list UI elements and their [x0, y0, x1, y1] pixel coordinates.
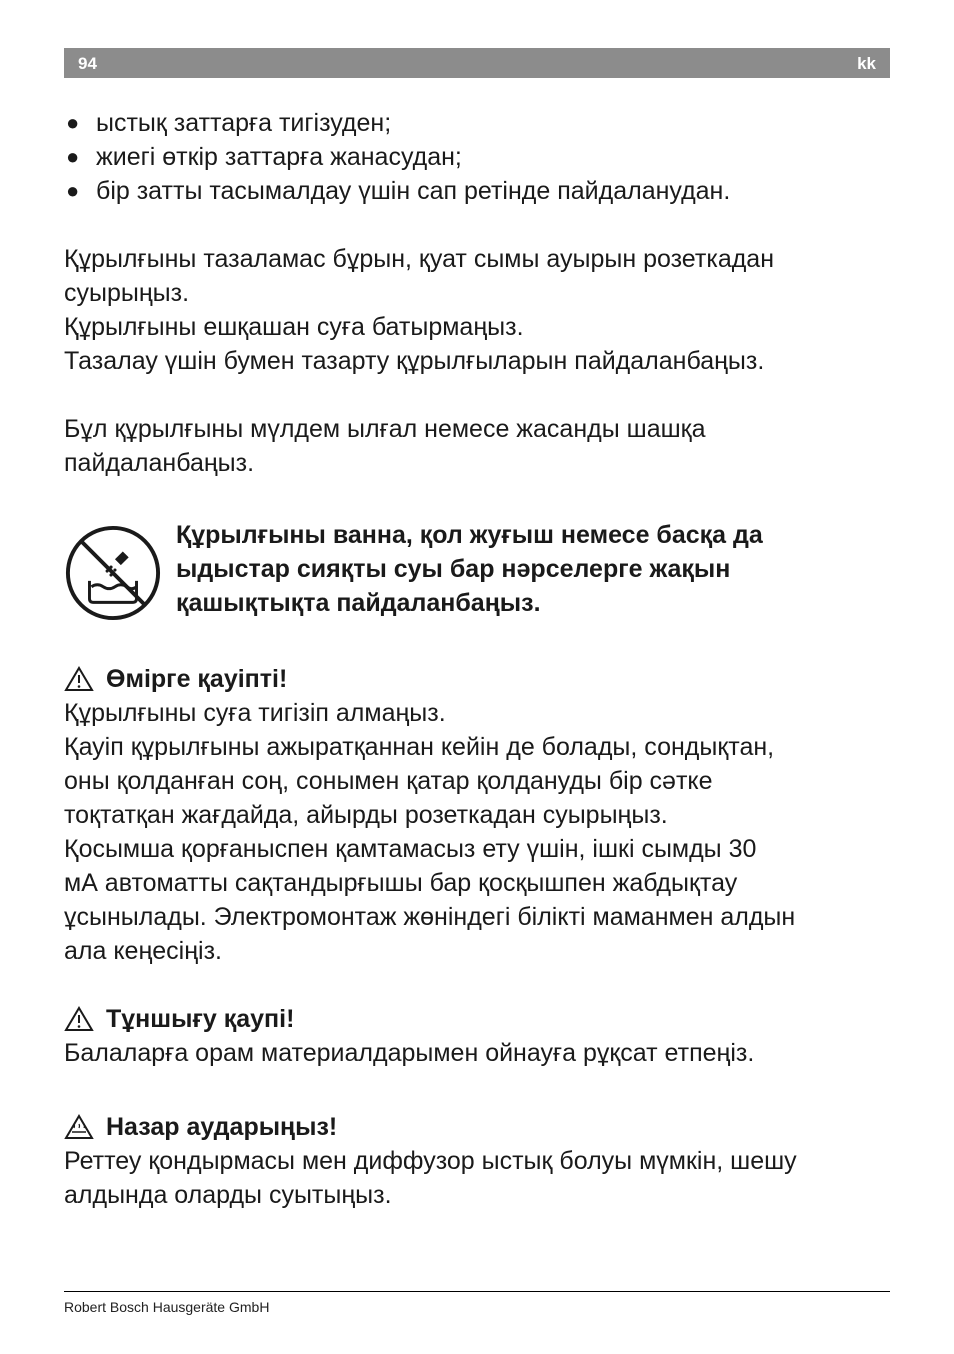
page-content — [64, 106, 894, 1212]
cleaning-paragraph: Құрылғыны тазаламас бұрын, қуат сымы ауырын розеткадан суырыңыз. Құрылғыны ешқашан суға батырмаңыз. Тазалау үшін бумен тазарту құрылғыларын пайдаланбаңыз. — [64, 245, 775, 375]
bath-warning-text: Құрылғыны ванна, қол жуғыш немесе басқа да ыдыстар сияқты суы бар нәрселерге жақын қашықтықта пайдаланбаңыз. — [176, 521, 763, 617]
attention-heading: Назар аударыңыз! — [64, 1110, 894, 1144]
list-item: ● бір затты тасымалдау үшін сап ретінде пайдаланудан. — [64, 174, 894, 208]
bullet-icon: ● — [66, 144, 80, 169]
warning-triangle-icon — [64, 1006, 94, 1032]
suffocation-heading: Тұншығу қаупі! — [64, 1002, 894, 1036]
suffocation-section: Тұншығу қаупі! Балаларға орам материалдарымен ойнауға рұқсат етпеңіз. — [64, 1002, 894, 1070]
language-code: kk — [857, 54, 876, 73]
no-water-bath-icon — [64, 524, 162, 622]
hot-surface-warning-icon — [64, 1114, 94, 1140]
bath-warning — [64, 518, 894, 618]
hair-paragraph: Бұл құрылғыны мүлдем ылғал немесе жасанды шашқа пайдаланбаңыз. — [64, 415, 706, 477]
list-item: ● жиегі өткір заттарға жанасудан; — [64, 140, 894, 174]
page-header-bar — [64, 48, 890, 78]
danger-heading: Өмірге қауіпті! — [64, 662, 894, 696]
attention-section: Назар аударыңыз! Реттеу қондырмасы мен диффузор ыстық болуы мүмкін, шешу алдында оларды суытыңыз. — [64, 1110, 894, 1212]
footer-divider — [64, 1291, 890, 1292]
page-number: 94 — [78, 54, 97, 73]
bullet-list — [64, 106, 894, 208]
warning-triangle-icon — [64, 666, 94, 692]
list-item: ● ыстық заттарға тигізуден; — [64, 106, 894, 140]
footer-company: Robert Bosch Hausgeräte GmbH — [64, 1299, 270, 1315]
bullet-icon: ● — [66, 178, 80, 203]
danger-section: Өмірге қауіпті! Құрылғыны суға тигізіп алмаңыз. Қауіп құрылғыны ажыратқаннан кейін де болады, сондықтан, оны қолданған соң, сонымен қатар қолдануды бір сәтке тоқтатқан жағдайда, айырды розеткадан суырыңыз. Қосымша қорғаныспен қамтамасыз ету үшін, ішкі сымды 30 мА автоматты сақтандырғышы бар қосқышпен жабдықтау ұсынылады. Электромонтаж жөніндегі білікті маманмен алдын ала кеңесіңіз. — [64, 662, 894, 968]
bullet-icon: ● — [66, 110, 80, 135]
